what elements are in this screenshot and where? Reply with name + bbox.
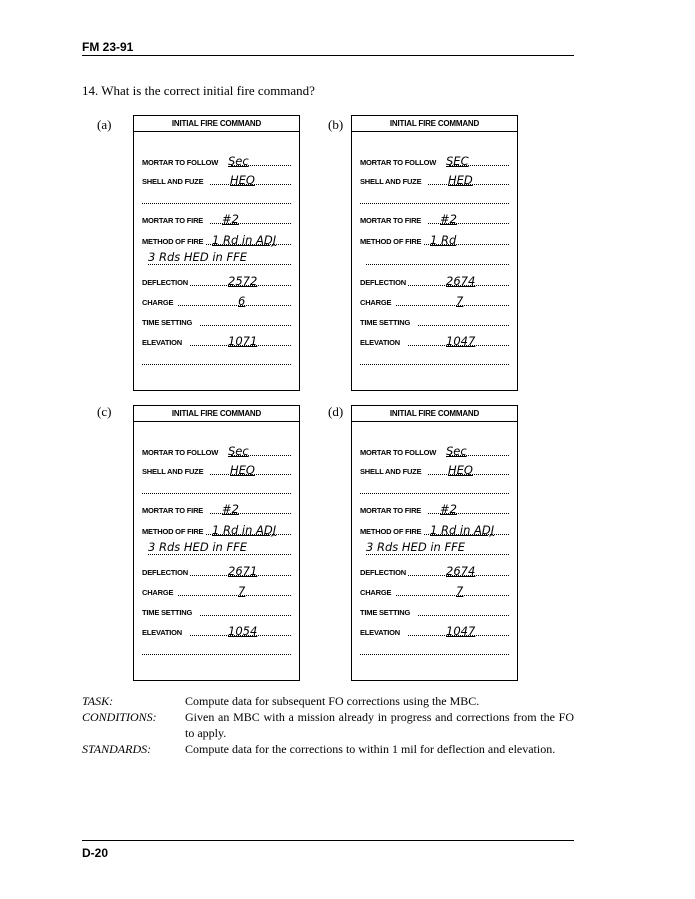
field-mtf [142,502,291,516]
standards-key: STANDARDS: [82,742,152,756]
field-elevation [142,624,291,638]
field-elevation [142,334,291,348]
option-letter-b: (b) [328,117,344,132]
field-label: MORTAR TO FIRE [360,506,422,515]
handwritten-value: #2 [222,502,239,516]
handwritten-value: 1 Rd [430,233,457,247]
task-text: Compute data for subsequent FO corrections using the MBC. [185,694,480,708]
field-label: CHARGE [360,298,392,307]
handwritten-value: HED [448,173,473,187]
option-letter-a: (a) [97,117,112,132]
method-extra-value: 3 Rds HED in FFE [148,250,291,265]
handwritten-value: #2 [440,212,457,226]
blank-line [142,203,291,204]
field-method [142,523,291,537]
standards-row [82,741,574,757]
handwritten-value: 2572 [228,274,258,288]
fire-command-card-b [351,115,518,391]
field-label: MORTAR TO FOLLOW [360,158,437,167]
handwritten-value: 7 [238,584,246,598]
field-mtf-follow [142,444,291,458]
field-label: TIME SETTING [360,608,411,617]
field-label: CHARGE [142,588,174,597]
handwritten-value: SEC [446,154,469,168]
blank-line [360,364,509,365]
field-mtf-follow [142,154,291,168]
field-label: ELEVATION [360,338,401,347]
field-label: MORTAR TO FIRE [360,216,422,225]
field-shell [142,463,291,477]
blank-line [360,654,509,655]
field-label: CHARGE [142,298,174,307]
handwritten-value: HEQ [448,463,473,477]
method-extra-value [366,250,509,265]
task-row [82,693,574,709]
conditions-row [82,709,574,741]
field-label: METHOD OF FIRE [360,527,422,536]
field-label: DEFLECTION [142,278,188,287]
field-charge [142,584,291,598]
field-label: MORTAR TO FOLLOW [142,158,219,167]
page-number: D-20 [82,846,109,860]
field-deflection [142,564,291,578]
field-label: MORTAR TO FIRE [142,216,204,225]
dotted-leader [178,595,291,596]
field-label: MORTAR TO FOLLOW [142,448,219,457]
blank-line [142,654,291,655]
field-shell [360,173,509,187]
field-label: SHELL AND FUZE [360,467,422,476]
field-shell [142,173,291,187]
handwritten-value: 1 Rd in ADJ [430,523,495,537]
handwritten-value: Sec [446,444,467,458]
field-elevation [360,624,509,638]
field-label: METHOD OF FIRE [360,237,422,246]
handwritten-value: 7 [456,294,464,308]
field-mtf-follow [360,444,509,458]
option-letter-c: (c) [97,404,112,419]
handwritten-value: #2 [440,502,457,516]
blank-line [360,493,509,494]
handwritten-value: 1054 [228,624,258,638]
field-label: ELEVATION [360,628,401,637]
question-text: 14. What is the correct initial fire command? [82,83,315,98]
field-label: MORTAR TO FIRE [142,506,204,515]
dotted-leader [178,305,291,306]
footer-rule [82,840,574,841]
field-mtf-follow [360,154,509,168]
field-mtf [142,212,291,226]
handwritten-value: 2671 [228,564,258,578]
conditions-key: CONDITIONS: [82,710,157,724]
method-extra-value: 3 Rds HED in FFE [148,540,291,555]
handwritten-value: 2674 [446,564,476,578]
field-charge [142,294,291,308]
task-conditions-standards [82,693,574,757]
blank-line [360,203,509,204]
field-method [360,523,509,537]
field-time [360,604,509,618]
field-label: ELEVATION [142,628,183,637]
field-time [142,314,291,328]
handwritten-value: HEQ [230,463,255,477]
field-label: METHOD OF FIRE [142,237,204,246]
manual-header: FM 23-91 [82,40,134,54]
field-deflection [360,564,509,578]
field-label: CHARGE [360,588,392,597]
handwritten-value: 1071 [228,334,258,348]
field-label: DEFLECTION [360,568,406,577]
field-deflection [142,274,291,288]
handwritten-value: 1047 [446,624,476,638]
field-mtf [360,502,509,516]
field-deflection [360,274,509,288]
handwritten-value: Sec [228,154,249,168]
handwritten-value: #2 [222,212,239,226]
dotted-leader [396,305,509,306]
handwritten-value: 7 [456,584,464,598]
field-label: TIME SETTING [142,318,193,327]
handwritten-value: Sec [228,444,249,458]
field-label: ELEVATION [142,338,183,347]
dotted-leader [418,325,509,326]
field-label: SHELL AND FUZE [360,177,422,186]
field-charge [360,584,509,598]
option-letter-d: (d) [328,404,344,419]
field-label: DEFLECTION [142,568,188,577]
field-label: METHOD OF FIRE [142,527,204,536]
handwritten-value: 6 [238,294,246,308]
field-label: TIME SETTING [142,608,193,617]
handwritten-value: 1047 [446,334,476,348]
field-elevation [360,334,509,348]
dotted-leader [200,325,291,326]
standards-text: Compute data for the corrections to within 1 mil for deflection and elevation. [185,742,556,756]
conditions-text: Given an MBC with a mission already in progress and corrections from the FO to apply. [185,710,574,740]
dotted-leader [396,595,509,596]
field-method [142,233,291,247]
blank-line [142,493,291,494]
field-label: SHELL AND FUZE [142,177,204,186]
fire-command-card-c [133,405,300,681]
dotted-leader [200,615,291,616]
handwritten-value: 1 Rd in ADJ [212,233,277,247]
field-charge [360,294,509,308]
handwritten-value: 1 Rd in ADJ [212,523,277,537]
handwritten-value: HEQ [230,173,255,187]
header-rule [82,55,574,56]
card-title: INITIAL FIRE COMMAND [134,406,299,422]
method-extra-value: 3 Rds HED in FFE [366,540,509,555]
field-shell [360,463,509,477]
field-label: TIME SETTING [360,318,411,327]
task-key: TASK: [82,694,114,708]
field-mtf [360,212,509,226]
dotted-leader [418,615,509,616]
field-label: DEFLECTION [360,278,406,287]
fire-command-card-a [133,115,300,391]
field-label: SHELL AND FUZE [142,467,204,476]
fire-command-card-d [351,405,518,681]
field-label: MORTAR TO FOLLOW [360,448,437,457]
handwritten-value: 2674 [446,274,476,288]
blank-line [142,364,291,365]
field-time [142,604,291,618]
field-time [360,314,509,328]
card-title: INITIAL FIRE COMMAND [352,406,517,422]
field-method [360,233,509,247]
card-title: INITIAL FIRE COMMAND [134,116,299,132]
card-title: INITIAL FIRE COMMAND [352,116,517,132]
